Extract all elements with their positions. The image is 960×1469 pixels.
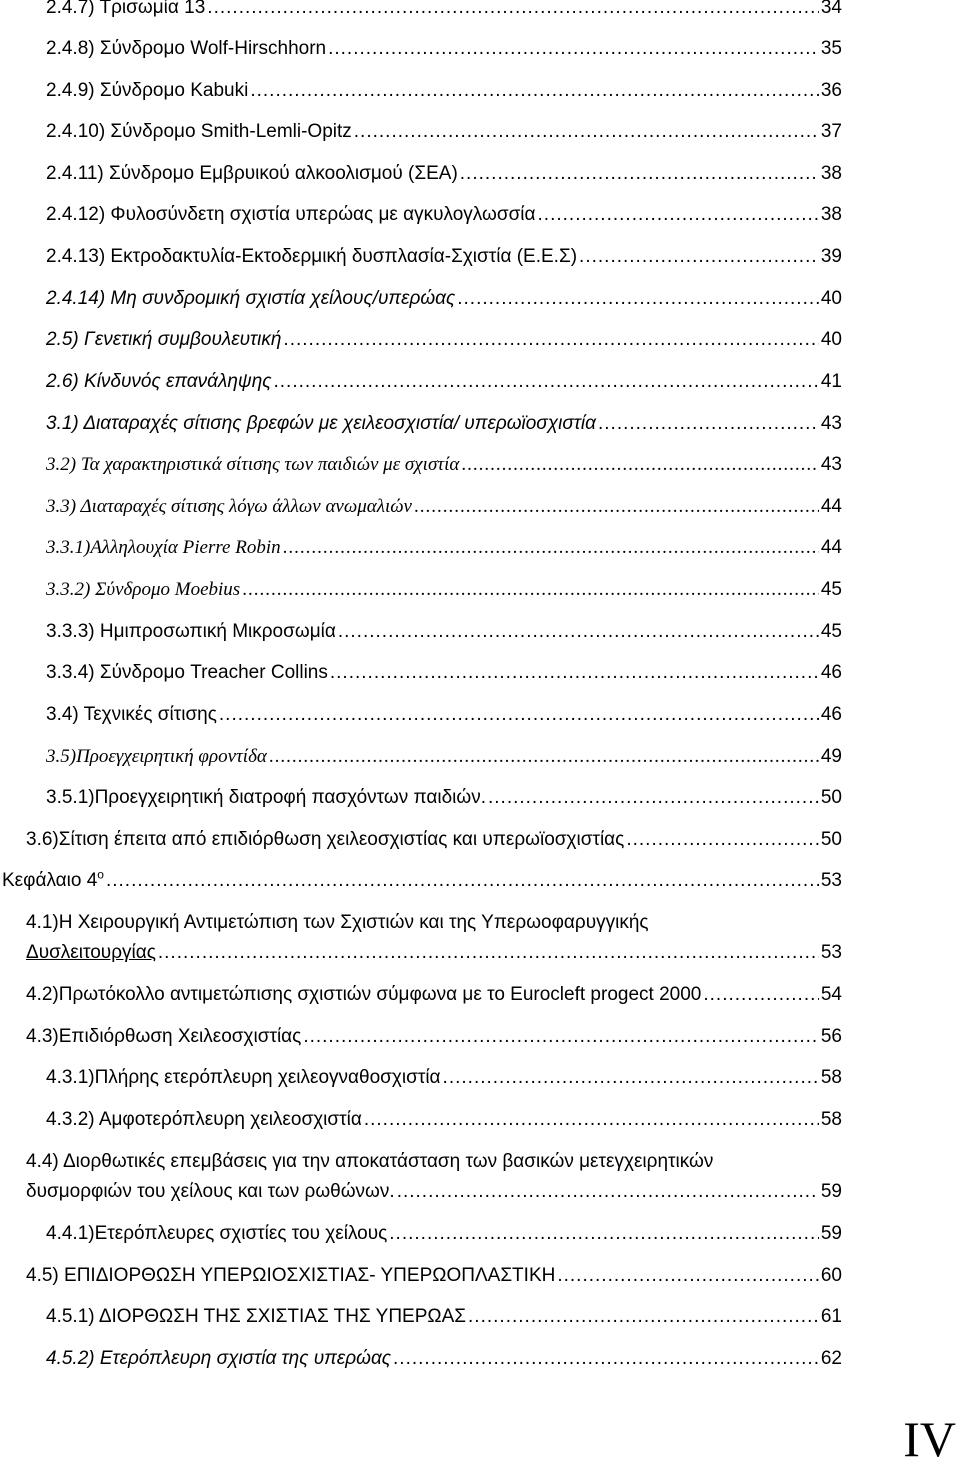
dot-leader — [364, 1108, 819, 1132]
toc-entry[interactable] — [46, 0, 842, 20]
dot-leader — [538, 203, 819, 227]
toc-entry[interactable] — [46, 79, 842, 103]
toc-entry-page: 44 — [820, 496, 842, 517]
toc-entry[interactable] — [46, 495, 842, 519]
dot-leader — [328, 37, 819, 61]
dot-leader — [703, 983, 819, 1007]
dot-leader — [250, 79, 819, 103]
toc-entry[interactable] — [46, 1305, 842, 1329]
toc-entry-title: 2.4.9) Σύνδρομο Kabuki — [46, 80, 249, 101]
dot-leader — [354, 120, 819, 144]
page-number-roman: IV — [903, 1411, 956, 1467]
toc-entry-page: 38 — [820, 163, 842, 184]
toc-entry-page: 50 — [820, 829, 842, 850]
toc-entry[interactable] — [46, 1222, 842, 1246]
toc-entry-title: 4.3.1)Πλήρης ετερόπλευρη χειλεογναθοσχιστία — [46, 1067, 441, 1088]
toc-entry-page: 59 — [820, 1181, 842, 1202]
toc-entry-title: 2.6) Κίνδυνός επανάληψης — [46, 371, 272, 392]
toc-entry[interactable] — [26, 828, 842, 852]
dot-leader — [303, 1025, 819, 1049]
toc-entry-page: 50 — [820, 787, 842, 808]
toc-entry-title: 4.3.2) Αμφοτερόπλευρη χειλεοσχιστία — [46, 1109, 362, 1130]
dot-leader — [457, 287, 819, 311]
dot-leader — [274, 370, 819, 394]
toc-entry-title: 3.4) Τεχνικές σίτισης — [46, 704, 217, 725]
toc-entry-page: 34 — [820, 0, 842, 18]
dot-leader — [207, 0, 819, 20]
toc-entry[interactable] — [26, 1180, 842, 1204]
toc-entry[interactable] — [46, 745, 842, 769]
toc-entry-title: 3.3.3) Ημιπροσωπική Μικροσωμία — [46, 621, 336, 642]
toc-entry[interactable] — [46, 370, 842, 394]
toc-entry[interactable] — [46, 703, 842, 727]
dot-leader — [389, 1222, 819, 1246]
toc-entry[interactable] — [46, 203, 842, 227]
toc-entry-title: 2.4.14) Μη συνδρομική σχιστία χείλους/υπερώας — [46, 288, 456, 309]
superscript: ο — [97, 867, 104, 882]
toc-entry-page: 58 — [820, 1067, 842, 1088]
dot-leader — [414, 495, 819, 519]
toc-entry-title: 4.5.2) Ετερόπλευρη σχιστία της υπερώας — [46, 1348, 392, 1369]
toc-entry[interactable] — [26, 983, 842, 1007]
toc-entry-page: 46 — [820, 704, 842, 725]
dot-leader — [397, 1180, 819, 1204]
toc-entry[interactable] — [46, 786, 842, 810]
dot-leader — [468, 1305, 819, 1329]
dot-leader — [330, 661, 819, 685]
toc-entry-page: 38 — [820, 204, 842, 225]
toc-entry[interactable] — [26, 1264, 842, 1288]
toc-entry-title: 3.2) Τα χαρακτηριστικά σίτισης των παιδιών με σχιστία — [46, 454, 460, 475]
dot-leader — [338, 620, 819, 644]
toc-entry[interactable] — [46, 1066, 842, 1090]
toc-entry-page: 45 — [820, 621, 842, 642]
toc-entry[interactable] — [46, 287, 842, 311]
toc-entry-title: 2.4.13) Εκτροδακτυλία-Εκτοδερμική δυσπλασία-Σχιστία (Ε.Ε.Σ) — [46, 246, 578, 267]
toc-entry-title: 3.3.2) Σύνδρομο Moebius — [46, 579, 241, 600]
toc-entry-title: 2.4.11) Σύνδρομο Εμβρυικού αλκοολισμού (ΣΕΑ) — [46, 163, 458, 184]
toc-entry[interactable] — [46, 120, 842, 144]
toc-entry[interactable] — [46, 412, 842, 436]
dot-leader — [269, 745, 819, 769]
dot-leader — [242, 578, 819, 602]
dot-leader — [461, 453, 818, 477]
toc-entry-title: 4.4.1)Ετερόπλευρες σχιστίες του χείλους — [46, 1223, 388, 1244]
toc-entry-title: 4.5.1) ΔΙΟΡΘΩΣΗ ΤΗΣ ΣΧΙΣΤΙΑΣ ΤΗΣ ΥΠΕΡΩΑΣ — [46, 1306, 467, 1327]
toc-entry-page: 61 — [820, 1306, 842, 1327]
dot-leader — [579, 245, 819, 269]
toc-entry[interactable] — [46, 37, 842, 61]
toc-entry-page: 54 — [820, 984, 842, 1005]
toc-entry-page: 43 — [820, 413, 842, 434]
toc-entry-title: Κεφάλαιο $4^o$ — [2, 867, 104, 891]
toc-entry[interactable] — [2, 869, 842, 893]
dot-leader — [219, 703, 819, 727]
toc-entry-title: 3.6)Σίτιση έπειτα από επιδιόρθωση χειλεοσχιστίας και υπερωϊοσχιστίας — [26, 829, 625, 850]
toc-entry[interactable] — [46, 1108, 842, 1132]
toc-entry-title-line1[interactable]: 4.4) Διορθωτικές επεμβάσεις για την αποκατάσταση των βασικών μετεγχειρητικών — [26, 1151, 714, 1172]
toc-entry[interactable] — [26, 1025, 842, 1049]
toc-entry-page: 49 — [820, 746, 842, 767]
dot-leader — [598, 412, 819, 436]
dot-leader — [393, 1347, 819, 1371]
toc-entry-title: 3.5)Προεγχειρητική φροντίδα — [46, 746, 267, 767]
toc-entry-page: 39 — [820, 246, 842, 267]
toc-entry-title: 3.5.1)Προεγχειρητική διατροφή πασχόντων παιδιών. — [46, 787, 486, 808]
toc-entry-title-line1[interactable]: 4.1)Η Χειρουργική Αντιμετώπιση των Σχιστιών και της Υπερωοφαρυγγικής — [26, 912, 649, 933]
toc-entry-title: 3.1) Διαταραχές σίτισης βρεφών με χειλεοσχιστία/ υπερωϊοσχιστία — [46, 413, 596, 434]
dot-leader — [283, 536, 819, 560]
toc-entry[interactable] — [46, 328, 842, 352]
toc-entry-page: 44 — [820, 537, 842, 558]
toc-entry-page: 62 — [820, 1348, 842, 1369]
toc-entry-title: 2.4.8) Σύνδρομο Wolf-Hirschhorn — [46, 38, 327, 59]
dot-leader — [460, 162, 819, 186]
toc-entry[interactable] — [46, 578, 842, 602]
toc-entry-page: 37 — [820, 121, 842, 142]
toc-entry-page: 53 — [820, 942, 842, 963]
toc-entry-title: 2.4.10) Σύνδρομο Smith-Lemli-Opitz — [46, 121, 352, 142]
toc-entry-page: 58 — [820, 1109, 842, 1130]
dot-leader — [443, 1066, 819, 1090]
toc-entry-page: 45 — [820, 579, 842, 600]
toc-entry-title: 2.4.12) Φυλοσύνδετη σχιστία υπερώας με αγκυλογλωσσία — [46, 204, 536, 225]
dot-leader — [158, 941, 819, 965]
toc-entry-page: 59 — [820, 1223, 842, 1244]
toc-entry-title: 2.5) Γενετική συμβουλευτική — [46, 329, 282, 350]
toc-entry-page: 56 — [820, 1026, 842, 1047]
dot-leader — [283, 328, 818, 352]
toc-entry-title: 4.5) ΕΠΙΔΙΟΡΘΩΣΗ ΥΠΕΡΩΙΟΣΧΙΣΤΙΑΣ- ΥΠΕΡΩΟΠΛΑΣΤΙΚΗ — [26, 1265, 556, 1286]
toc-entry-page: 46 — [820, 662, 842, 683]
toc-entry[interactable] — [46, 162, 842, 186]
dot-leader — [106, 869, 819, 893]
toc-entry[interactable] — [46, 453, 842, 477]
toc-entry-title: 2.4.7) Τρισωμία 13 — [46, 0, 206, 18]
toc-entry[interactable] — [46, 661, 842, 685]
toc-entry[interactable] — [26, 941, 842, 965]
toc-entry-page: 60 — [820, 1265, 842, 1286]
toc-entry[interactable] — [46, 1347, 842, 1371]
toc-entry-page: 40 — [820, 288, 842, 309]
toc-entry-title: 4.3)Επιδιόρθωση Χειλεοσχιστίας — [26, 1026, 302, 1047]
toc-entry-page: 43 — [820, 454, 842, 475]
toc-entry-title: δυσμορφιών του χείλους και των ρωθώνων. — [26, 1181, 395, 1202]
dot-leader — [557, 1264, 819, 1288]
toc-entry-title: Δυσλειτουργίας — [26, 942, 156, 963]
toc-entry-page: 40 — [820, 329, 842, 350]
toc-entry-page: 41 — [820, 371, 842, 392]
toc-entry[interactable] — [46, 245, 842, 269]
toc-entry-page: 53 — [820, 870, 842, 891]
toc-entry-title: 3.3) Διαταραχές σίτισης λόγω άλλων ανωμαλιών — [46, 496, 412, 517]
toc-entry-title: 3.3.4) Σύνδρομο Treacher Collins — [46, 662, 328, 683]
toc-entry[interactable] — [46, 536, 842, 560]
dot-leader — [488, 786, 819, 810]
toc-entry[interactable] — [46, 620, 842, 644]
toc-entry-page: 35 — [820, 38, 842, 59]
toc-entry-title: 3.3.1)Αλληλουχία Pierre Robin — [46, 537, 281, 558]
toc-entry-page: 36 — [820, 80, 842, 101]
toc-entry-title: 4.2)Πρωτόκολλο αντιμετώπισης σχιστιών σύμφωνα με το Eurocleft progect 2000 — [26, 984, 702, 1005]
dot-leader — [626, 828, 819, 852]
